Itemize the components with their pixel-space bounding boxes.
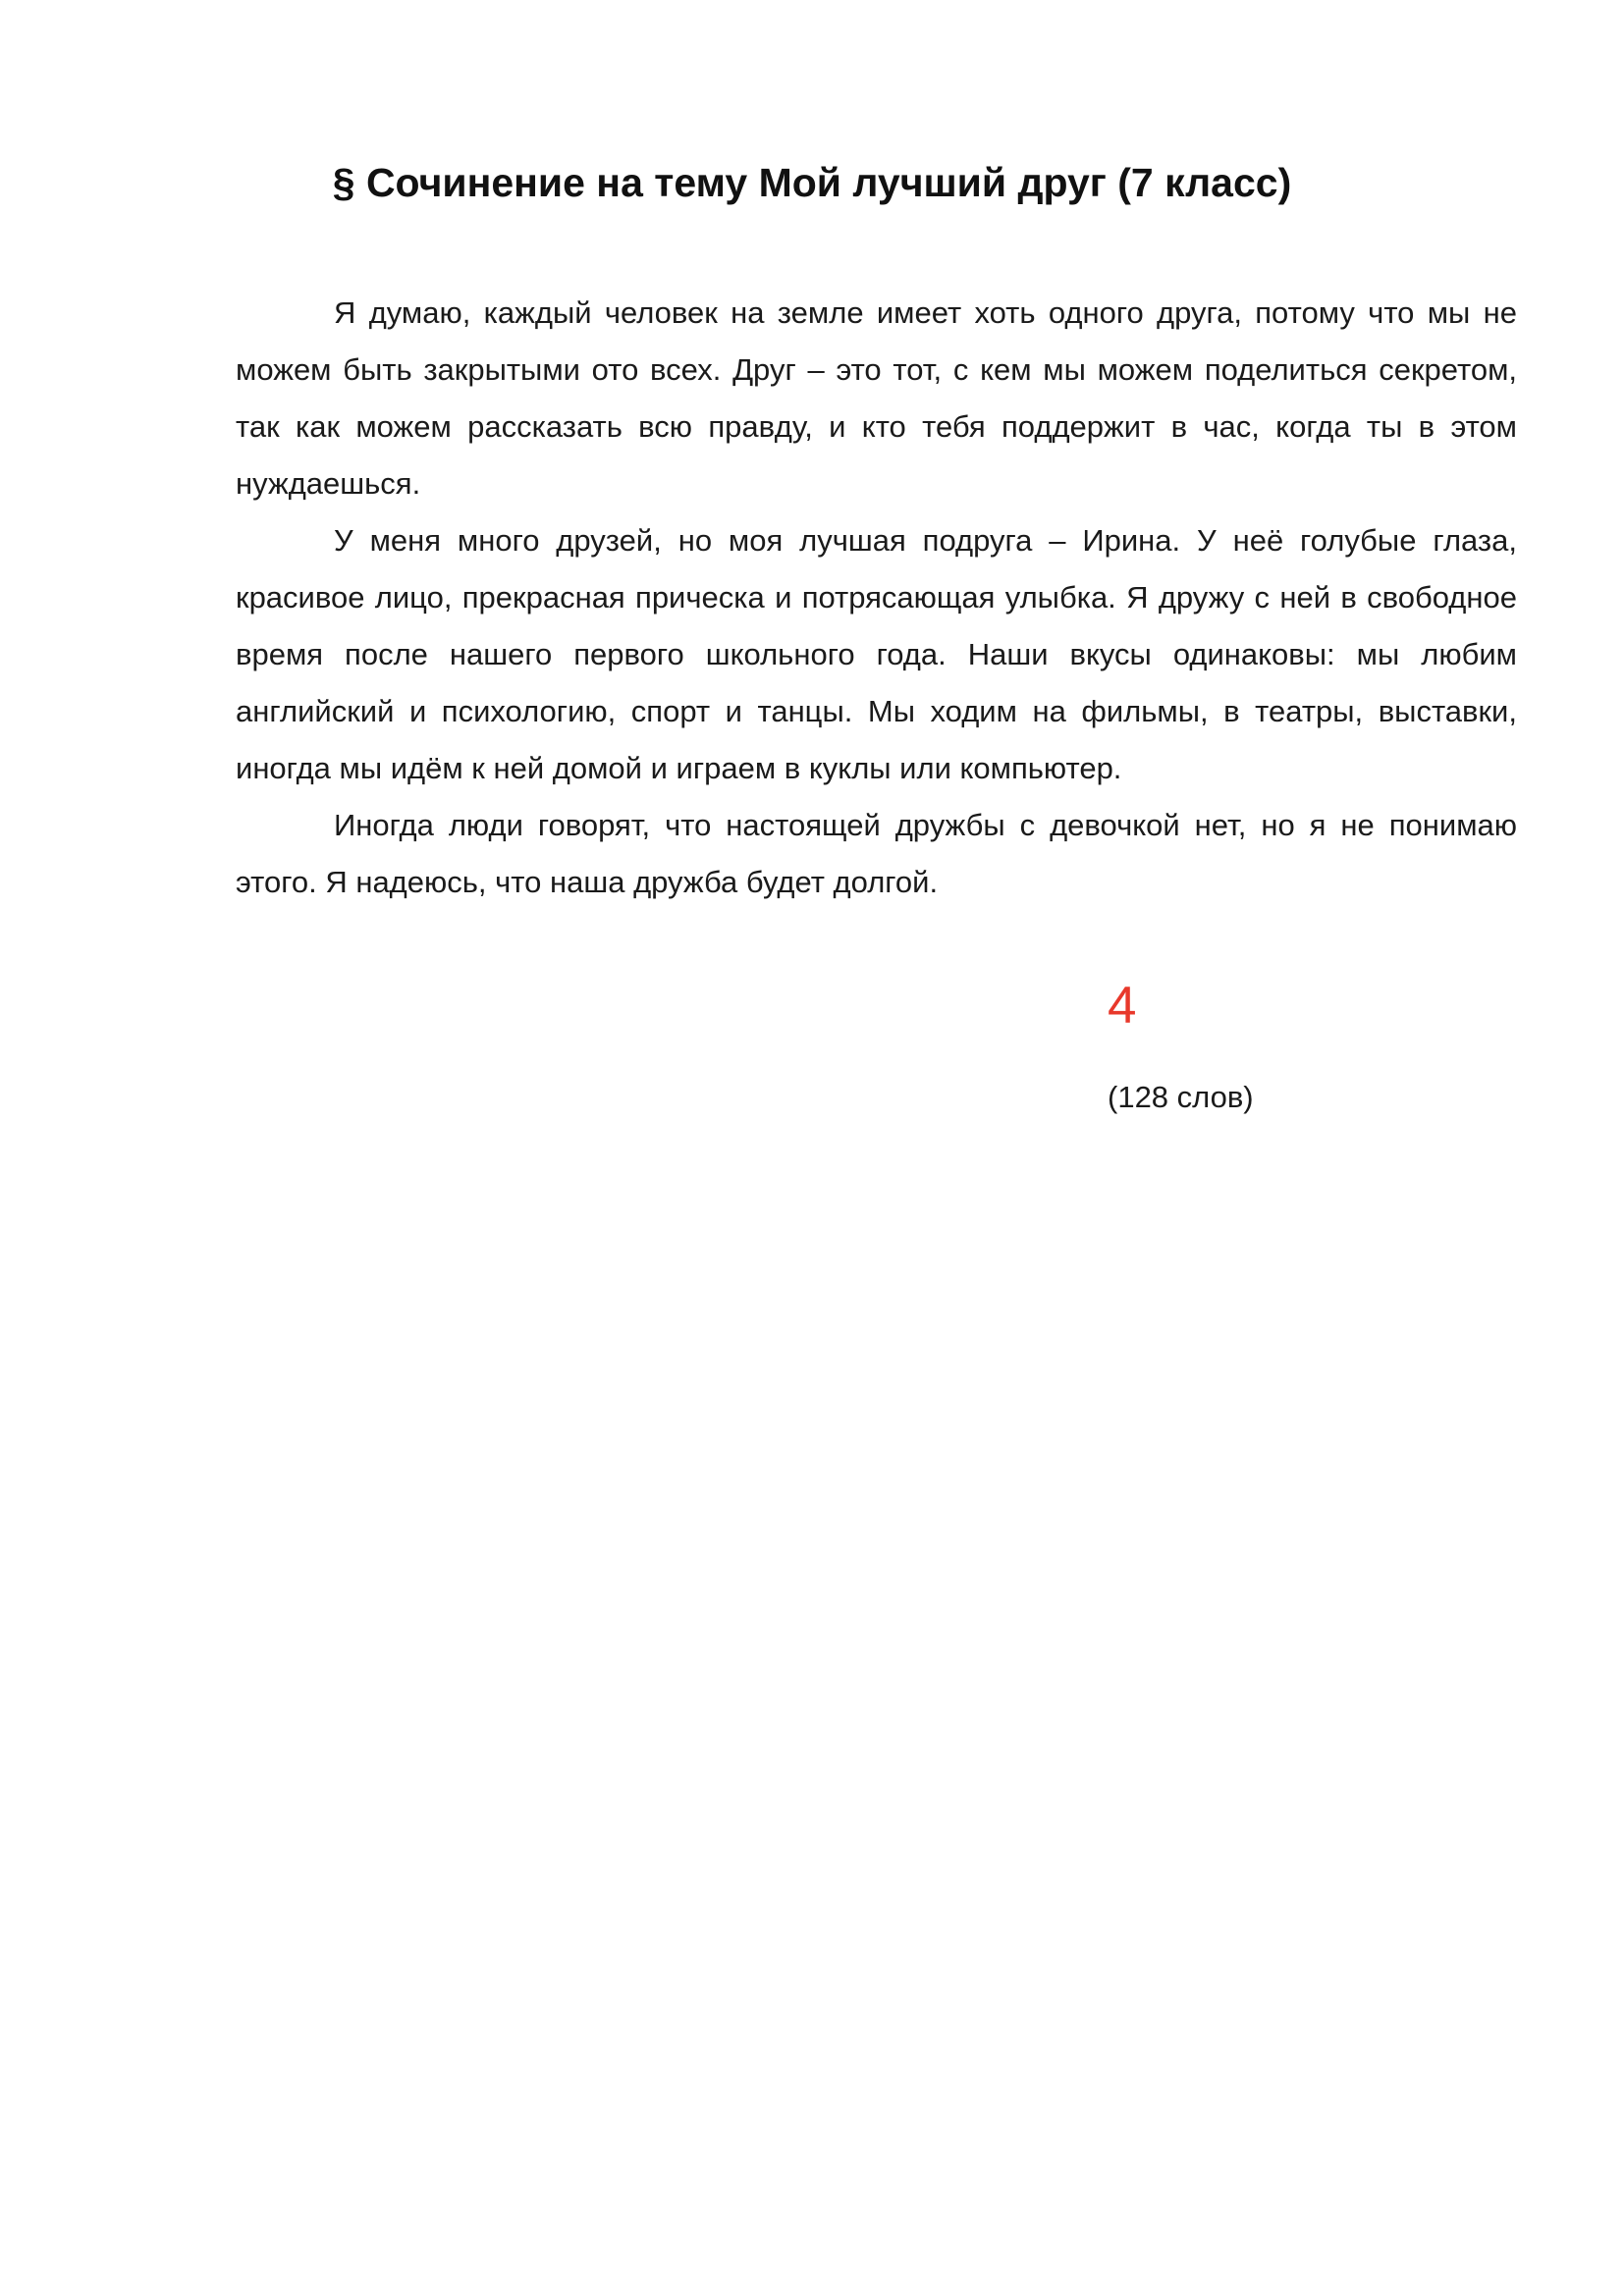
essay-paragraph-2: У меня много друзей, но моя лучшая подруга – Ирина. У неё голубые глаза, красивое лицо, прекрасная прическа и потрясающая улыбка. Я дружу с ней в свободное время после нашего первого школьного года. Наши вкусы одинаковы: мы любим английский и психологию, спорт и танцы. Мы ходим на фильмы, в театры, выставки, иногда мы идём к ней домой и играем в куклы или компьютер. xyxy=(236,523,1517,785)
essay-paragraph-1: Я думаю, каждый человек на земле имеет хоть одного друга, потому что мы не можем быть закрытыми ото всех. Друг – это тот, с кем мы можем поделиться секретом, так как можем рассказать всю правду, и кто тебя поддержит в час, когда ты в этом нуждаешься. xyxy=(236,295,1517,501)
essay-paragraph-3: Иногда люди говорят, что настоящей дружбы с девочкой нет, но я не понимаю этого. Я надеюсь, что наша дружба будет долгой. xyxy=(236,808,1517,899)
word-count: (128 слов) xyxy=(1108,1080,1254,1114)
essay-body xyxy=(236,285,1517,911)
document-title: § Сочинение на тему Мой лучший друг (7 класс) xyxy=(332,160,1292,205)
grade-mark: 4 xyxy=(1108,977,1137,1035)
